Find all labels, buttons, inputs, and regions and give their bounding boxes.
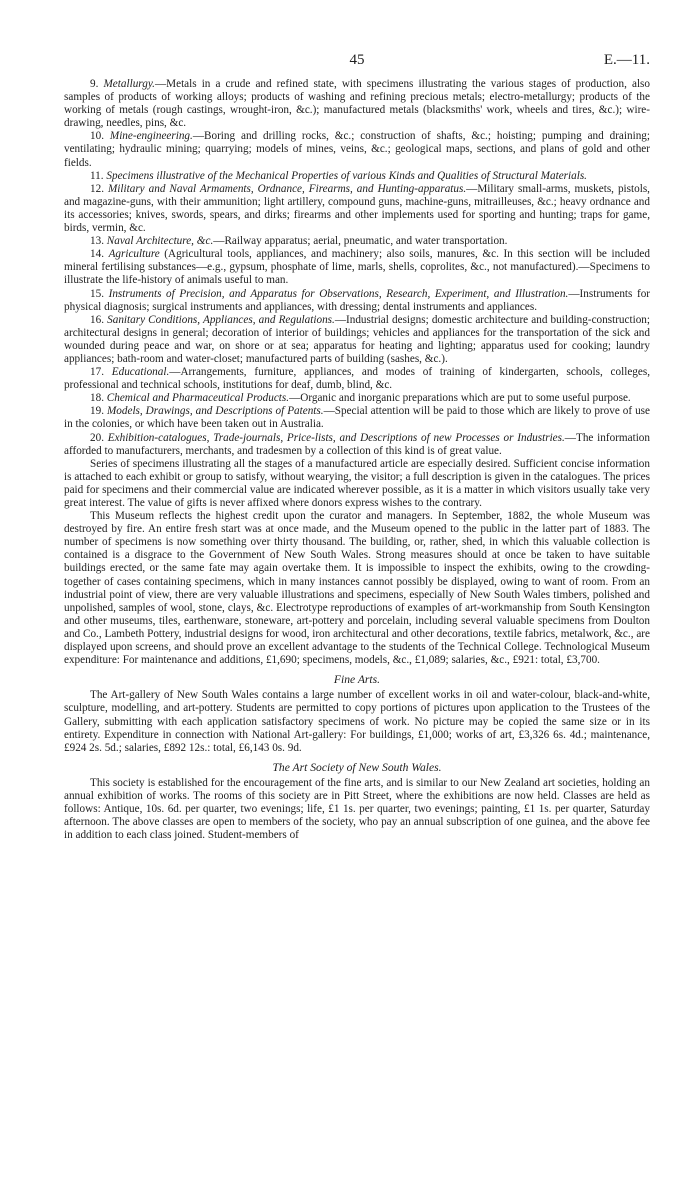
item-text: —Military small-arms, muskets, pistols, and magazine-guns, with their ammunition; light artillery, compound guns, machine-guns, mitrailleuses, &c.; heavy ordnance and its accessories; knives, swords, spears, and dirks; firearms and other implements used for sporting and hunting; traps for game, birds, vermin, &c. — [64, 182, 650, 235]
item-number: 11. — [90, 169, 104, 182]
list-item — [64, 248, 650, 287]
item-title: Educational. — [111, 366, 170, 379]
list-item — [64, 235, 650, 248]
item-text: —The information afforded to manufacturers, merchants, and tradesmen by a collection of this kind is of great value. — [64, 431, 650, 457]
list-item — [64, 170, 650, 183]
item-text: —Railway apparatus; aerial, pneumatic, and water transportation. — [213, 235, 508, 248]
item-number: 18. — [90, 392, 104, 405]
item-number: 17. — [90, 366, 104, 379]
item-title: Naval Architecture, &c. — [106, 235, 214, 248]
fine-arts-paragraph: The Art-gallery of New South Wales contains a large number of excellent works in oil and water-colour, black-and-white, sculpture, modelling, and art-pottery. Students are permitted to copy portions of pictures upon application to the Trustees of the Gallery, submitting with each application satisfactory specimens of work. No picture may be copied the same size or in its entirety. Expenditure in connection with National Art-gallery: For buildings, £1,000; works of art, £3,326 6s. 4d.; maintenance, £924 2s. 5d.; salaries, £892 12s.: total, £6,143 0s. 9d. — [64, 689, 650, 754]
item-text: —Organic and inorganic preparations which are put to some useful purpose. — [289, 392, 631, 405]
numbered-list — [64, 78, 650, 458]
item-text: —Boring and drilling rocks, &c.; construction of shafts, &c.; hoisting; pumping and draining; ventilating; hydraulic mining; quarrying; models of mines, veins, &c.; geological maps, sections, and plans of gold and other fields. — [64, 130, 650, 169]
specimens-paragraph: Series of specimens illustrating all the stages of a manufactured article are especially desired. Sufficient concise information is attached to each exhibit or group to satisfy, without wearying, the visitor; a full description is given in the catalogues. The prices paid for specimens and their commercial value are indicated wherever possible, as it is a matter in which visitors usually take very great interest. The value of gifts is never affixed where donors express wishes to the contrary. — [64, 457, 650, 509]
item-number: 20. — [90, 431, 104, 444]
page-body — [64, 78, 650, 842]
item-text: (Agricultural tools, appliances, and machinery; also soils, manures, &c. In this section will be included mineral fertilising substances—e.g., gypsum, phosphate of lime, marls, shells, coprolites, &c., not manufactured).—Specimens to illustrate the life-history of animals useful to man. — [64, 248, 650, 287]
document-page — [64, 52, 650, 842]
list-item — [64, 366, 650, 392]
item-number: 16. — [90, 313, 104, 326]
item-title: Instruments of Precision, and Apparatus for Observations, Research, Experiment, and Illustration. — [108, 287, 569, 300]
item-title: Exhibition-catalogues, Trade-journals, Price-lists, and Descriptions of new Processes or Industries. — [107, 431, 565, 444]
item-title: Sanitary Conditions, Appliances, and Regulations. — [107, 313, 335, 326]
item-number: 10. — [90, 130, 104, 143]
list-item — [64, 432, 650, 458]
fine-arts-heading: Fine Arts. — [333, 673, 381, 687]
art-society-heading: The Art Society of New South Wales. — [272, 760, 442, 774]
item-title: Chemical and Pharmaceutical Products. — [106, 392, 290, 405]
list-item — [64, 405, 650, 431]
item-text: —Arrangements, furniture, appliances, and modes of training of kindergarten, schools, colleges, professional and technical schools, institutions for deaf, dumb, blind, &c. — [64, 366, 651, 392]
document-reference: E.—11. — [603, 52, 650, 68]
item-title: Models, Drawings, and Descriptions of Patents. — [106, 405, 324, 418]
item-text: —Metals in a crude and refined state, with specimens illustrating the various stages of production, also samples of products of working alloys; products of washing and refining precious metals; electro-metallurgy; products of the working of metals (rough castings, wrought-iron, &c.); manufactured metals (blacksmiths' work, wheels and tires, &c.); wire-drawing, needles, pins, &c. — [64, 78, 651, 130]
item-title: Mine-engineering. — [109, 130, 193, 143]
item-title: Metallurgy. — [103, 78, 155, 90]
museum-paragraph: This Museum reflects the highest credit upon the curator and managers. In September, 1882, the whole Museum was destroyed by fire. An entire fresh start was at once made, and the Museum opened to the public in the latter part of 1883. The number of specimens is now something over thirty thousand. The building, or, rather, shed, in which this valuable collection is contained is a disgrace to the Government of New South Wales. Strong measures should at once be taken to have suitable buildings erected, or the same fate may again overtake them. It is impossible to inspect the exhibits, owing to the crowding-together of cases containing specimens, which in many instances cannot possibly be displayed, owing to want of room. From an industrial point of view, there are very valuable illustrations and specimens, especially of New South Wales timbers, polished and unpolished, samples of wool, stone, clays, &c. Electrotype reproductions of examples of art-workmanship from South Kensington and other museums, tiles, earthenware, stoneware, art-pottery and porcelain, including several valuable specimens from Doulton and Co., Lambeth Pottery, industrial designs for wood, iron architectural and other decorations, textile fabrics, metalwork, &c., are displayed upon screens, and should prove an excellent advantage to the students of the Technical College. Technological Museum expenditure: For maintenance and additions, £1,690; specimens, models, &c., £1,089; salaries, &c., £921: total, £3,700. — [64, 510, 650, 667]
item-title: Military and Naval Armaments, Ordnance, Firearms, and Hunting-apparatus. — [107, 182, 467, 195]
list-item — [64, 78, 650, 130]
list-item — [64, 130, 650, 169]
list-item — [64, 288, 650, 314]
item-number: 12. — [90, 182, 104, 195]
item-number: 15. — [90, 287, 104, 300]
item-number: 14. — [90, 248, 104, 261]
page-header — [64, 52, 650, 74]
item-text: —Special attention will be paid to those which are likely to prove of use in the colonies, or which have been taken out in Australia. — [64, 405, 651, 431]
item-number: 9. — [90, 78, 99, 90]
list-item — [64, 392, 650, 405]
list-item — [64, 314, 650, 366]
item-number: 19. — [90, 405, 104, 418]
item-title: Specimens illustrative of the Mechanical Properties of various Kinds and Qualities of Structural Materials. — [106, 169, 587, 182]
item-text: —Industrial designs; domestic architecture and building-construction; architectural designs in general; decoration of interior of buildings; vehicles and appliances for the transportation of the sick and wounded during peace and war, on shore or at sea; apparatus for heating and lighting; apparatus used for cooking; laundry appliances; bath-room and water-closet; manufactured parts of building (sashes, &c.). — [64, 313, 650, 365]
item-text: —Instruments for physical diagnosis; surgical instruments and appliances, with dressing; dental instruments and appliances. — [64, 287, 651, 313]
list-item — [64, 183, 650, 235]
item-title: Agriculture — [108, 248, 160, 261]
item-number: 13. — [90, 235, 104, 248]
page-number: 45 — [349, 52, 365, 68]
art-society-paragraph: This society is established for the encouragement of the fine arts, and is similar to our New Zealand art societies, holding an annual exhibition of works. The rooms of this society are in Pitt Street, where the exhibitions are now held. Classes are held as follows: Antique, 10s. 6d. per quarter, two evenings; life, £1 1s. per quarter, two evenings; painting, £1 1s. per quarter, Saturday afternoon. The above classes are open to members of the society, who pay an annual subscription of one guinea, and the above fee in addition to each class joined. Student-members of — [64, 776, 650, 842]
